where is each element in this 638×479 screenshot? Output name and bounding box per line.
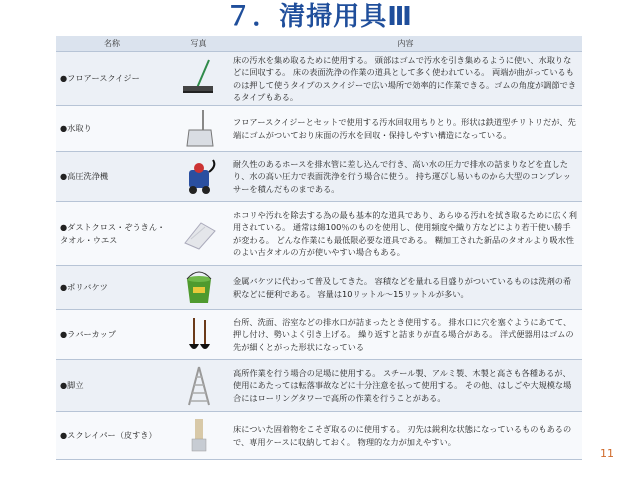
pressure-washer-photo [179,156,219,198]
row-name: ●ダストクロス・ぞうきん・タオル・ウエス [56,202,168,266]
table-header-row [56,36,582,52]
cloth-photo [179,213,219,255]
table-row [56,202,582,266]
row-name: ●脚立 [56,360,168,412]
row-name: ●水取り [56,106,168,152]
table-row [56,266,582,310]
row-desc: フロアースクイジーとセットで使用する汚水回収用ちりとり。形状は鉄道型チリトリだが、先端にゴムがついており床面の汚水を回収・保持しやすい構造になっている。 [229,106,582,152]
dustpan-photo [179,108,219,150]
table-row [56,360,582,412]
page-number: 11 [600,447,614,460]
row-desc: 台所、洗面、浴室などの排水口が詰まったとき使用する。 排水口に穴を塞ぐようにあてて、押し付け、勢いよく引き上げる。 繰り返すと詰まりが直る場合がある。 洋式便器用はゴムの先が細くとがった形状になっている [229,310,582,360]
table-row [56,106,582,152]
row-desc: 耐久性のあるホースを排水管に差し込んで行き、高い水の圧力で排水の詰まりなどを直したり、水の高い圧力で表面洗浄を行う場合に使う。 持ち運びし易いものから大型のコンプレッサーを積んだものまである。 [229,152,582,202]
table-row [56,310,582,360]
plunger-photo [179,314,219,356]
row-desc: 床についた固着物をこそぎ取るのに使用する。 刃先は鋭利な状態になっているものもあるので、専用ケースに収納しておく。 物理的な力が加えやすい。 [229,412,582,460]
scraper-photo [179,415,219,457]
table-row [56,412,582,460]
row-name: ●スクレイパー（皮すき） [56,412,168,460]
floor-squeegee-photo [179,58,219,100]
table-row [56,52,582,106]
header-photo: 写真 [168,36,229,52]
header-content: 内容 [229,36,582,52]
row-desc: 金属バケツに代わって普及してきた。 容積などを量れる目盛りがついているものは洗剤の希釈などに便利である。 容量は10リットル～15リットルが多い。 [229,266,582,310]
page-title: ７．清掃用具Ⅲ [225,2,413,32]
stepladder-photo [179,365,219,407]
cleaning-tools-table [56,36,582,460]
row-desc: 床の汚水を集め取るために使用する。 頭部はゴムで汚水を引き集めるように使い、水取りなどに回収する。 床の表面洗浄の作業の道具として多く使われている。 両端が曲がっているものは押して使うタイプのスクイジーで広い場所で効率的に作業できる。ゴムの角度が調節できるタイプもある。 [229,52,582,106]
row-desc: 高所作業を行う場合の足場に使用する。 スチール製、アルミ製、木製と高さも各種あるが、使用にあたっては転落事故などに十分注意を払って使用する。 その他、はしごや大規模な場合にはローリングタワーで高所の作業を行うことがある。 [229,360,582,412]
row-name: ●ラバーカップ [56,310,168,360]
row-name: ●ポリバケツ [56,266,168,310]
table-row [56,152,582,202]
row-desc: ホコリや汚れを除去する為の最も基本的な道具であり、あらゆる汚れを拭き取るために広く利用されている。 通常は綿100％のものを使用し、使用頻度や織り方などにより若干使い勝手が変わる。 どんな作業にも最低限必要な道具である。 糊加工された新品のタオルより吸水性のよい古タオルの方が使いやすい場合もある。 [229,202,582,266]
bucket-photo [179,267,219,309]
row-name: ●高圧洗浄機 [56,152,168,202]
row-name: ●フロアースクイジー [56,52,168,106]
header-name: 名称 [56,36,168,52]
